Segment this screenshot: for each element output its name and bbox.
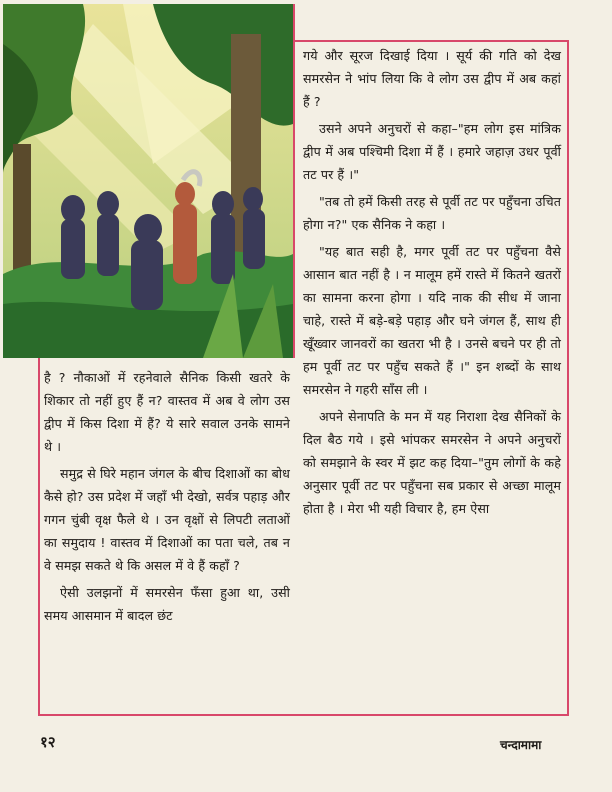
paragraph: उसने अपने अनुचरों से कहा–"हम लोग इस मांत्रिक द्वीप में अब पश्चिमी दिशा में हैं । हमारे जहाज़ उधर पूर्वी तट पर हैं ।"	[303, 121, 561, 182]
magazine-name: चन्दामामा	[500, 738, 542, 752]
forest-scene-image	[3, 4, 293, 358]
story-text-left-column	[44, 366, 290, 631]
frame-border-top	[293, 40, 568, 42]
page-number: १२	[40, 733, 56, 751]
frame-border-inner	[293, 40, 295, 358]
story-text-right-column	[303, 44, 561, 524]
frame-border-left	[38, 358, 40, 716]
paragraph: गये और सूरज दिखाई दिया । सूर्य की गति को देख समरसेन ने भांप लिया कि वे लोग उस द्वीप में अब कहां हैं ?	[303, 48, 561, 109]
frame-border-right	[567, 40, 569, 716]
paragraph: "तब तो हमें किसी तरह से पूर्वी तट पर पहुँचना उचित होगा न?" एक सैनिक ने कहा ।	[303, 194, 561, 232]
paragraph: ऐसी उलझनों में समरसेन फँसा हुआ था, उसी समय आसमान में बादल छंट	[44, 585, 290, 623]
paragraph: समुद्र से घिरे महान जंगल के बीच दिशाओं का बोध कैसे हो? उस प्रदेश में जहाँ भी देखो, सर्वत्र पहाड़ और गगन चुंबी वृक्ष फैले थे । उन वृक्षों से लिपटी लताओं का समुदाय ! वास्तव में दिशाओं का पता चले, तब न वे समझ सकते थे कि असल में वे हैं कहाँ ?	[44, 466, 290, 573]
paragraph: अपने सेनापति के मन में यह निराशा देख सैनिकों के दिल बैठ गये । इसे भांपकर समरसेन ने अपने अनुचरों को समझाने के स्वर में झट कह दिया–"तुम लोगों के कहे अनुसार पूर्वी तट पर पहुँचना सब प्रकार से अच्छा मालूम होता है । मेरा भी यही विचार है, हम ऐसा	[303, 409, 561, 516]
paragraph: है ? नौकाओं में रहनेवाले सैनिक किसी खतरे के शिकार तो नहीं हुए हैं न? वास्तव में अब वे लोग उस द्वीप में किस दिशा में हैं? ये सारे सवाल उनके सामने थे ।	[44, 370, 290, 454]
paragraph: "यह बात सही है, मगर पूर्वी तट पर पहुँचना वैसे आसान बात नहीं है । न मालूम हमें रास्ते में कितने खतरों का सामना करना होगा । यदि नाक की सीध में जाना चाहे, रास्ते में बड़े-बड़े पहाड़ और घने जंगल हैं, साथ ही खूँख्वार जानवरों का खतरा भी है । उनसे बचने पर ही तो हम पूर्वी तट पर पहुँच सकते हैं ।" इन शब्दों के साथ समरसेन ने गहरी साँस ली ।	[303, 244, 561, 397]
frame-border-bottom	[38, 714, 569, 716]
story-illustration	[3, 4, 295, 358]
